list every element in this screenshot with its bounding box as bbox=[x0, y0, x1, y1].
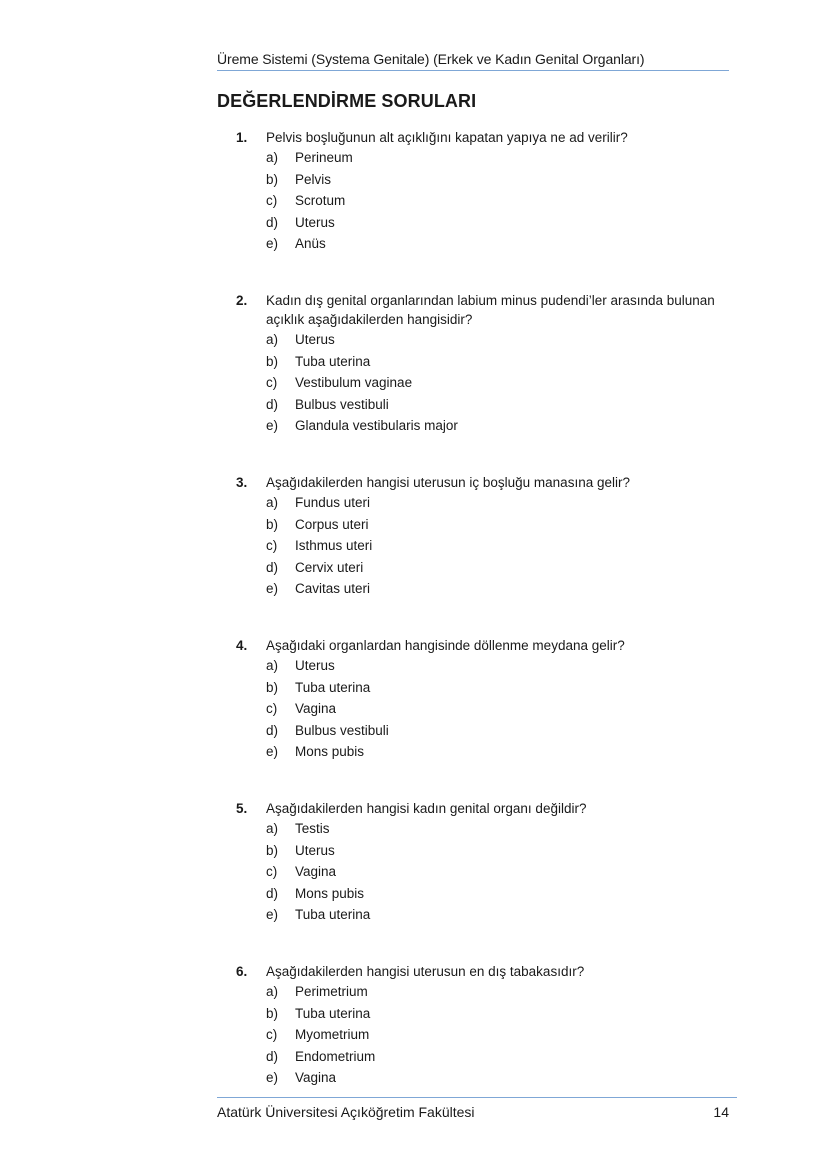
option-letter: b) bbox=[266, 679, 279, 695]
option-text: Mons pubis bbox=[295, 744, 365, 759]
option-text: Uterus bbox=[295, 658, 335, 673]
option-text: Myometrium bbox=[295, 1027, 370, 1042]
option-letter: b) bbox=[266, 353, 279, 369]
question-text: Aşağıdaki organlardan hangisinde döllenme meydana gelir? bbox=[266, 638, 625, 653]
question-3 bbox=[236, 473, 716, 600]
option-text: Perineum bbox=[295, 150, 353, 165]
option-text: Uterus bbox=[295, 214, 335, 230]
option-letter: a) bbox=[266, 332, 279, 347]
option-e bbox=[266, 904, 716, 926]
option-letter: c) bbox=[266, 1027, 278, 1042]
option-c bbox=[266, 698, 716, 720]
question-number: 4. bbox=[236, 638, 248, 653]
option-text: Scrotum bbox=[295, 193, 346, 208]
option-letter: c) bbox=[266, 375, 278, 390]
option-list bbox=[266, 147, 716, 255]
option-letter: b) bbox=[266, 171, 279, 187]
option-text: Pelvis bbox=[295, 171, 332, 187]
option-text: Tuba uterina bbox=[295, 907, 371, 922]
option-letter: c) bbox=[266, 538, 278, 553]
option-text: Endometrium bbox=[295, 1048, 376, 1064]
option-letter: e) bbox=[266, 236, 279, 251]
option-text: Testis bbox=[295, 821, 330, 836]
question-text: Aşağıdakilerden hangisi uterusun iç boşluğu manasına gelir? bbox=[266, 475, 630, 490]
option-letter: a) bbox=[266, 984, 279, 999]
option-b bbox=[266, 1003, 716, 1025]
option-letter: c) bbox=[266, 193, 278, 208]
option-text: Tuba uterina bbox=[295, 1005, 371, 1021]
option-letter: e) bbox=[266, 1070, 279, 1085]
option-d bbox=[266, 1046, 716, 1068]
option-d bbox=[266, 394, 716, 416]
option-text: Tuba uterina bbox=[295, 353, 371, 369]
option-text: Mons pubis bbox=[295, 885, 365, 901]
option-d bbox=[266, 212, 716, 234]
option-text: Bulbus vestibuli bbox=[295, 396, 389, 412]
option-text: Corpus uteri bbox=[295, 516, 369, 532]
option-text: Vagina bbox=[295, 701, 337, 716]
option-letter: e) bbox=[266, 418, 279, 433]
footer-institution: Atatürk Üniversitesi Açıköğretim Fakültesi bbox=[217, 1104, 475, 1120]
option-letter: c) bbox=[266, 701, 278, 716]
page-footer bbox=[217, 1097, 737, 1121]
option-a bbox=[266, 981, 716, 1003]
question-number: 1. bbox=[236, 130, 248, 145]
option-letter: a) bbox=[266, 658, 279, 673]
option-b bbox=[266, 351, 716, 373]
option-letter: d) bbox=[266, 1048, 279, 1064]
option-a bbox=[266, 655, 716, 677]
option-c bbox=[266, 861, 716, 883]
option-e bbox=[266, 578, 716, 600]
question-number: 5. bbox=[236, 801, 248, 816]
option-text: Fundus uteri bbox=[295, 495, 371, 510]
option-letter: a) bbox=[266, 150, 279, 165]
option-list bbox=[266, 329, 716, 437]
question-2 bbox=[236, 291, 716, 437]
option-text: Vestibulum vaginae bbox=[295, 375, 413, 390]
option-letter: b) bbox=[266, 516, 279, 532]
option-e bbox=[266, 415, 716, 437]
option-d bbox=[266, 883, 716, 905]
option-c bbox=[266, 190, 716, 212]
option-text: Cavitas uteri bbox=[295, 581, 371, 596]
option-letter: c) bbox=[266, 864, 278, 879]
option-text: Vagina bbox=[295, 864, 337, 879]
option-letter: a) bbox=[266, 821, 279, 836]
option-letter: d) bbox=[266, 214, 279, 230]
section-title: DEĞERLENDİRME SORULARI bbox=[217, 91, 477, 111]
page-number: 14 bbox=[713, 1104, 729, 1120]
header-title: Üreme Sistemi (Systema Genitale) (Erkek ve Kadın Genital Organları) bbox=[217, 51, 645, 67]
option-letter: a) bbox=[266, 495, 279, 510]
option-c bbox=[266, 372, 716, 394]
option-e bbox=[266, 1067, 716, 1089]
question-number: 3. bbox=[236, 475, 248, 490]
option-b bbox=[266, 514, 716, 536]
question-text: Kadın dış genital organlarından labium minus pudendi’ler arasında bulunan açıklık aşağıdakilerden hangisidir? bbox=[266, 293, 715, 327]
option-text: Glandula vestibularis major bbox=[295, 418, 458, 433]
option-letter: d) bbox=[266, 885, 279, 901]
option-letter: d) bbox=[266, 396, 279, 412]
option-letter: e) bbox=[266, 581, 279, 596]
option-d bbox=[266, 557, 716, 579]
question-5 bbox=[236, 799, 716, 926]
option-text: Isthmus uteri bbox=[295, 538, 373, 553]
option-a bbox=[266, 492, 716, 514]
option-text: Cervix uteri bbox=[295, 559, 364, 575]
option-text: Uterus bbox=[295, 842, 335, 858]
option-letter: d) bbox=[266, 722, 279, 738]
question-text: Pelvis boşluğunun alt açıklığını kapatan yapıya ne ad verilir? bbox=[266, 130, 628, 145]
option-list bbox=[266, 492, 716, 600]
option-letter: b) bbox=[266, 1005, 279, 1021]
option-text: Tuba uterina bbox=[295, 679, 371, 695]
option-b bbox=[266, 677, 716, 699]
option-letter: e) bbox=[266, 907, 279, 922]
question-text: Aşağıdakilerden hangisi uterusun en dış tabakasıdır? bbox=[266, 964, 585, 979]
option-list bbox=[266, 818, 716, 926]
option-a bbox=[266, 329, 716, 351]
option-b bbox=[266, 840, 716, 862]
option-list bbox=[266, 981, 716, 1089]
option-c bbox=[266, 535, 716, 557]
question-4 bbox=[236, 636, 716, 763]
option-e bbox=[266, 741, 716, 763]
option-b bbox=[266, 169, 716, 191]
option-letter: d) bbox=[266, 559, 279, 575]
option-text: Vagina bbox=[295, 1070, 337, 1085]
option-list bbox=[266, 655, 716, 763]
option-text: Uterus bbox=[295, 332, 335, 347]
option-text: Perimetrium bbox=[295, 984, 368, 999]
option-a bbox=[266, 818, 716, 840]
question-1 bbox=[236, 128, 716, 255]
option-text: Anüs bbox=[295, 236, 326, 251]
option-d bbox=[266, 720, 716, 742]
question-text: Aşağıdakilerden hangisi kadın genital organı değildir? bbox=[266, 801, 587, 816]
option-e bbox=[266, 233, 716, 255]
option-text: Bulbus vestibuli bbox=[295, 722, 389, 738]
option-a bbox=[266, 147, 716, 169]
question-number: 2. bbox=[236, 293, 248, 308]
option-letter: b) bbox=[266, 842, 279, 858]
option-letter: e) bbox=[266, 744, 279, 759]
option-c bbox=[266, 1024, 716, 1046]
question-number: 6. bbox=[236, 964, 248, 979]
question-6 bbox=[236, 962, 716, 1089]
page-header bbox=[217, 50, 729, 71]
